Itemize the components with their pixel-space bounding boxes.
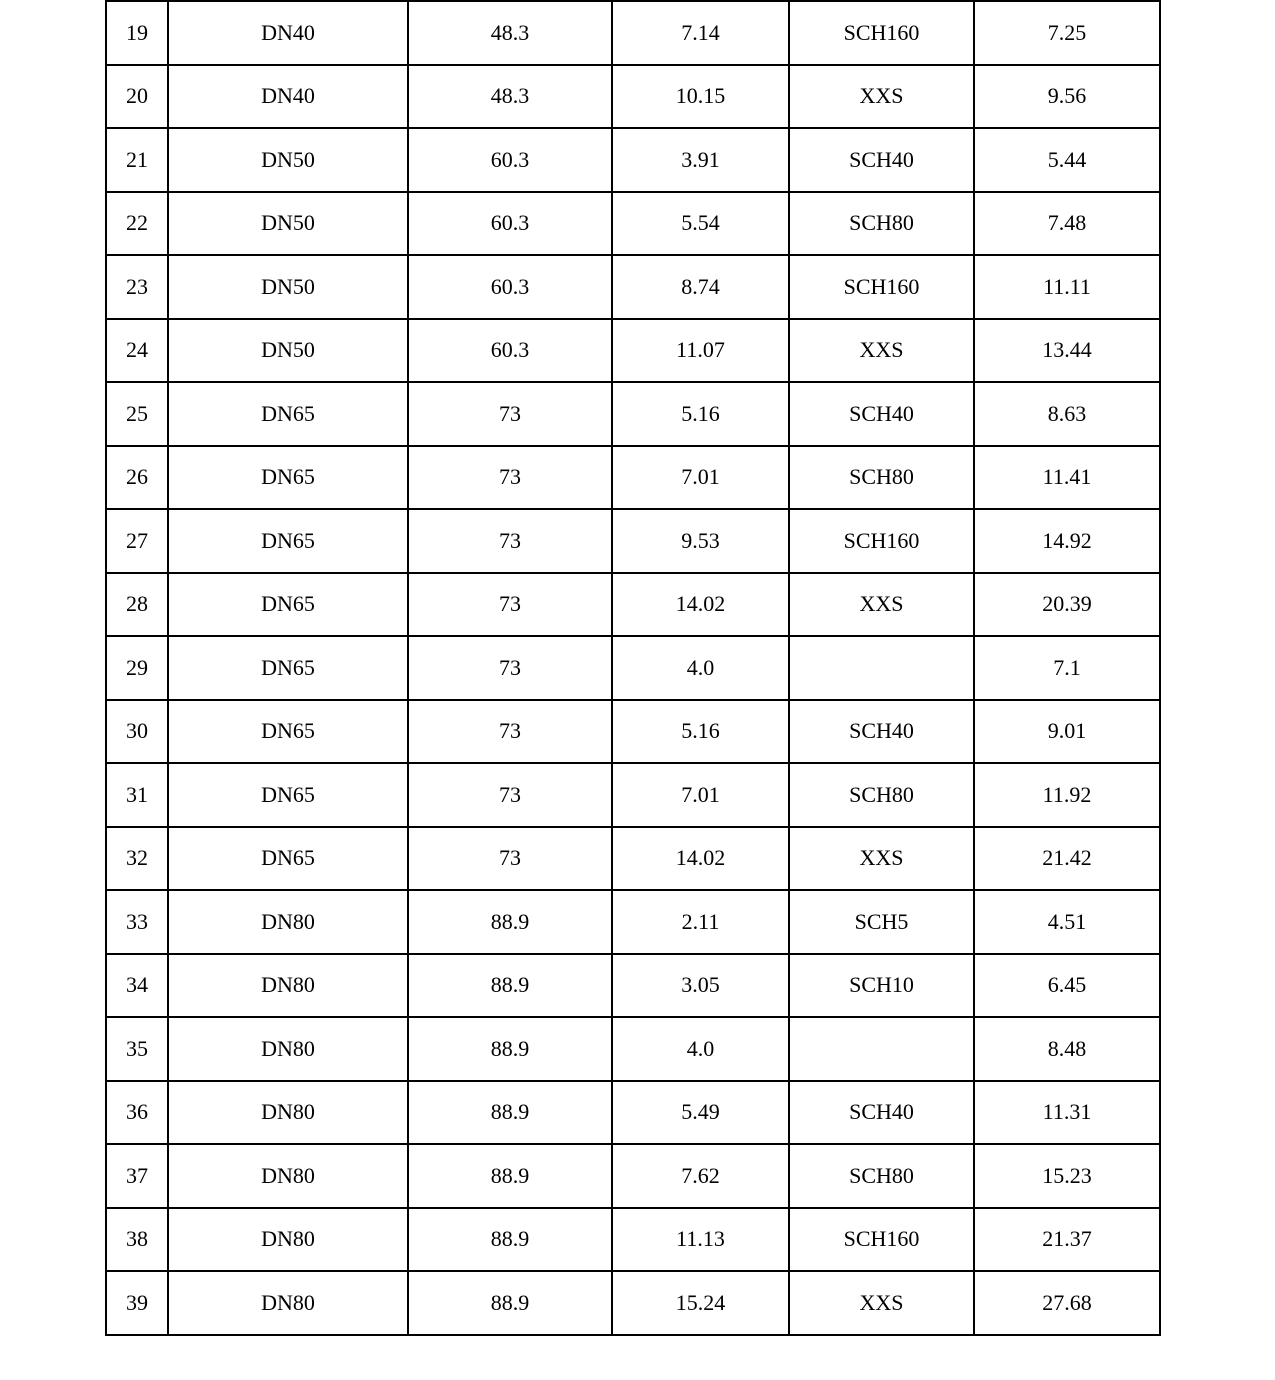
row-number-cell: 25 [106, 382, 168, 446]
row-number-cell: 29 [106, 636, 168, 700]
weight-cell: 4.51 [974, 890, 1160, 954]
outer-diameter-cell: 88.9 [408, 954, 612, 1018]
weight-cell: 14.92 [974, 509, 1160, 573]
table-row [106, 1271, 1160, 1335]
table-row [106, 763, 1160, 827]
table-row [106, 1, 1160, 65]
wall-thickness-cell: 11.07 [612, 319, 789, 383]
weight-cell: 21.42 [974, 827, 1160, 891]
nominal-diameter-cell: DN50 [168, 319, 408, 383]
outer-diameter-cell: 73 [408, 700, 612, 764]
weight-cell: 6.45 [974, 954, 1160, 1018]
schedule-cell: SCH160 [789, 509, 974, 573]
nominal-diameter-cell: DN80 [168, 1144, 408, 1208]
nominal-diameter-cell: DN80 [168, 1017, 408, 1081]
wall-thickness-cell: 9.53 [612, 509, 789, 573]
wall-thickness-cell: 5.16 [612, 382, 789, 446]
outer-diameter-cell: 88.9 [408, 1208, 612, 1272]
row-number-cell: 30 [106, 700, 168, 764]
row-number-cell: 26 [106, 446, 168, 510]
row-number-cell: 20 [106, 65, 168, 129]
table-row [106, 255, 1160, 319]
weight-cell: 11.31 [974, 1081, 1160, 1145]
row-number-cell: 35 [106, 1017, 168, 1081]
table-row [106, 1081, 1160, 1145]
table-row [106, 319, 1160, 383]
wall-thickness-cell: 7.01 [612, 763, 789, 827]
table-row [106, 573, 1160, 637]
nominal-diameter-cell: DN65 [168, 573, 408, 637]
schedule-cell: SCH160 [789, 1208, 974, 1272]
weight-cell: 5.44 [974, 128, 1160, 192]
schedule-cell: XXS [789, 573, 974, 637]
schedule-cell: XXS [789, 319, 974, 383]
table-row [106, 1208, 1160, 1272]
table-row [106, 509, 1160, 573]
outer-diameter-cell: 73 [408, 446, 612, 510]
weight-cell: 20.39 [974, 573, 1160, 637]
outer-diameter-cell: 60.3 [408, 319, 612, 383]
table-row [106, 954, 1160, 1018]
wall-thickness-cell: 15.24 [612, 1271, 789, 1335]
nominal-diameter-cell: DN65 [168, 700, 408, 764]
row-number-cell: 27 [106, 509, 168, 573]
weight-cell: 7.25 [974, 1, 1160, 65]
weight-cell: 9.56 [974, 65, 1160, 129]
wall-thickness-cell: 4.0 [612, 1017, 789, 1081]
schedule-cell: SCH10 [789, 954, 974, 1018]
outer-diameter-cell: 60.3 [408, 255, 612, 319]
schedule-cell [789, 636, 974, 700]
wall-thickness-cell: 5.49 [612, 1081, 789, 1145]
nominal-diameter-cell: DN65 [168, 763, 408, 827]
wall-thickness-cell: 5.54 [612, 192, 789, 256]
wall-thickness-cell: 11.13 [612, 1208, 789, 1272]
table-row [106, 446, 1160, 510]
row-number-cell: 23 [106, 255, 168, 319]
wall-thickness-cell: 4.0 [612, 636, 789, 700]
weight-cell: 15.23 [974, 1144, 1160, 1208]
row-number-cell: 38 [106, 1208, 168, 1272]
wall-thickness-cell: 10.15 [612, 65, 789, 129]
row-number-cell: 34 [106, 954, 168, 1018]
nominal-diameter-cell: DN65 [168, 827, 408, 891]
weight-cell: 27.68 [974, 1271, 1160, 1335]
nominal-diameter-cell: DN65 [168, 382, 408, 446]
schedule-cell: SCH80 [789, 1144, 974, 1208]
table-row [106, 382, 1160, 446]
nominal-diameter-cell: DN40 [168, 65, 408, 129]
weight-cell: 8.48 [974, 1017, 1160, 1081]
outer-diameter-cell: 88.9 [408, 1271, 612, 1335]
nominal-diameter-cell: DN65 [168, 446, 408, 510]
outer-diameter-cell: 73 [408, 636, 612, 700]
outer-diameter-cell: 88.9 [408, 1144, 612, 1208]
outer-diameter-cell: 48.3 [408, 65, 612, 129]
wall-thickness-cell: 7.01 [612, 446, 789, 510]
row-number-cell: 32 [106, 827, 168, 891]
outer-diameter-cell: 88.9 [408, 890, 612, 954]
table-row [106, 890, 1160, 954]
row-number-cell: 22 [106, 192, 168, 256]
row-number-cell: 36 [106, 1081, 168, 1145]
nominal-diameter-cell: DN40 [168, 1, 408, 65]
weight-cell: 8.63 [974, 382, 1160, 446]
row-number-cell: 39 [106, 1271, 168, 1335]
nominal-diameter-cell: DN80 [168, 1081, 408, 1145]
schedule-cell [789, 1017, 974, 1081]
nominal-diameter-cell: DN80 [168, 1208, 408, 1272]
table-row [106, 192, 1160, 256]
weight-cell: 13.44 [974, 319, 1160, 383]
wall-thickness-cell: 14.02 [612, 827, 789, 891]
table-row [106, 636, 1160, 700]
weight-cell: 7.1 [974, 636, 1160, 700]
schedule-cell: SCH40 [789, 128, 974, 192]
outer-diameter-cell: 88.9 [408, 1017, 612, 1081]
table-row [106, 1144, 1160, 1208]
schedule-cell: XXS [789, 827, 974, 891]
weight-cell: 11.41 [974, 446, 1160, 510]
table-row [106, 1017, 1160, 1081]
row-number-cell: 19 [106, 1, 168, 65]
schedule-cell: SCH40 [789, 382, 974, 446]
nominal-diameter-cell: DN80 [168, 1271, 408, 1335]
schedule-cell: SCH80 [789, 192, 974, 256]
nominal-diameter-cell: DN80 [168, 890, 408, 954]
weight-cell: 7.48 [974, 192, 1160, 256]
row-number-cell: 21 [106, 128, 168, 192]
schedule-cell: XXS [789, 1271, 974, 1335]
wall-thickness-cell: 2.11 [612, 890, 789, 954]
table-row [106, 700, 1160, 764]
outer-diameter-cell: 73 [408, 382, 612, 446]
nominal-diameter-cell: DN80 [168, 954, 408, 1018]
schedule-cell: SCH80 [789, 763, 974, 827]
outer-diameter-cell: 60.3 [408, 128, 612, 192]
nominal-diameter-cell: DN50 [168, 192, 408, 256]
schedule-cell: SCH160 [789, 255, 974, 319]
table-row [106, 827, 1160, 891]
wall-thickness-cell: 14.02 [612, 573, 789, 637]
nominal-diameter-cell: DN50 [168, 255, 408, 319]
schedule-cell: SCH5 [789, 890, 974, 954]
schedule-cell: SCH40 [789, 1081, 974, 1145]
schedule-cell: SCH80 [789, 446, 974, 510]
weight-cell: 9.01 [974, 700, 1160, 764]
row-number-cell: 28 [106, 573, 168, 637]
row-number-cell: 31 [106, 763, 168, 827]
table-row [106, 128, 1160, 192]
row-number-cell: 33 [106, 890, 168, 954]
outer-diameter-cell: 73 [408, 573, 612, 637]
outer-diameter-cell: 73 [408, 827, 612, 891]
nominal-diameter-cell: DN50 [168, 128, 408, 192]
row-number-cell: 37 [106, 1144, 168, 1208]
outer-diameter-cell: 88.9 [408, 1081, 612, 1145]
schedule-cell: SCH40 [789, 700, 974, 764]
table-row [106, 65, 1160, 129]
wall-thickness-cell: 3.05 [612, 954, 789, 1018]
outer-diameter-cell: 73 [408, 509, 612, 573]
outer-diameter-cell: 48.3 [408, 1, 612, 65]
wall-thickness-cell: 3.91 [612, 128, 789, 192]
outer-diameter-cell: 73 [408, 763, 612, 827]
pipe-spec-table [105, 0, 1161, 1336]
wall-thickness-cell: 5.16 [612, 700, 789, 764]
wall-thickness-cell: 7.62 [612, 1144, 789, 1208]
row-number-cell: 24 [106, 319, 168, 383]
weight-cell: 11.92 [974, 763, 1160, 827]
nominal-diameter-cell: DN65 [168, 509, 408, 573]
schedule-cell: SCH160 [789, 1, 974, 65]
nominal-diameter-cell: DN65 [168, 636, 408, 700]
weight-cell: 11.11 [974, 255, 1160, 319]
schedule-cell: XXS [789, 65, 974, 129]
table-body [106, 1, 1160, 1335]
outer-diameter-cell: 60.3 [408, 192, 612, 256]
weight-cell: 21.37 [974, 1208, 1160, 1272]
wall-thickness-cell: 8.74 [612, 255, 789, 319]
wall-thickness-cell: 7.14 [612, 1, 789, 65]
